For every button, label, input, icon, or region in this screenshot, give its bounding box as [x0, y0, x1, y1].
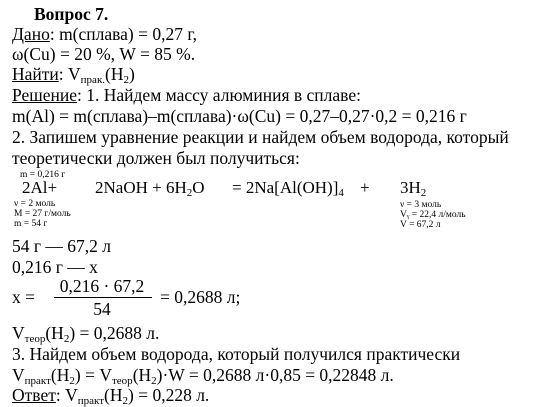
answer-label: Ответ	[12, 385, 56, 405]
pract-v: V	[12, 365, 25, 385]
x-result: = 0,2688 л;	[160, 287, 241, 307]
reaction-plus: +	[360, 178, 370, 197]
answer-sub-2: 2	[122, 395, 128, 407]
theor-rest: (H	[45, 323, 64, 343]
answer-tail: ) = 0,228 л.	[128, 385, 210, 405]
find-close: )	[129, 64, 135, 84]
step2-line-2: теоретически должен был получиться:	[12, 148, 300, 168]
find-text-2: (H	[105, 64, 124, 84]
reaction-bracket: ]	[332, 178, 339, 197]
given-label: Дано	[12, 24, 50, 44]
reaction-product	[232, 178, 344, 198]
solution-label: Решение	[12, 85, 78, 105]
find-text: : V	[58, 64, 81, 84]
theoretical-volume	[12, 323, 159, 343]
theor-val: ) = 0,2688 л.	[69, 323, 160, 343]
pract-mid2: ) = V	[74, 365, 112, 385]
reaction-o: O	[192, 178, 205, 197]
h2-volume: V = 67,2 л	[400, 220, 441, 230]
h2-molar-volume: Vᵧ = 22,4 л/моль	[400, 210, 466, 220]
h2-moles: ν = 3 моль	[400, 200, 442, 210]
theor-sub-2: 2	[63, 333, 70, 345]
al-molar-mass: M = 27 г/моль	[14, 209, 71, 219]
reaction-h2o-sub: 2	[186, 187, 193, 199]
al-mass: m = 54 г	[14, 219, 48, 229]
x-equals: x =	[12, 287, 35, 307]
reaction-four: 4	[338, 187, 344, 199]
answer-v: : V	[55, 385, 78, 405]
reaction-al: 2Al+	[22, 178, 58, 197]
given-line-2: ω(Cu) = 20 %, W = 85 %.	[12, 44, 196, 64]
given-line-1	[12, 24, 197, 44]
answer-mid: (H	[104, 385, 123, 405]
theor-sub: теор	[24, 333, 46, 345]
solution-step1: : 1. Найдем массу алюминия в сплаве:	[77, 85, 361, 105]
pract-sub-3: теор	[111, 375, 133, 387]
practical-volume	[12, 365, 394, 385]
pract-sub: практ	[24, 375, 51, 387]
pract-sub-4: 2	[151, 375, 157, 387]
find-sub-2: 2	[123, 74, 130, 86]
reaction-h2-sub: 2	[420, 187, 427, 199]
theor-v: V	[12, 323, 25, 343]
reaction-naoh-text: 2NaOH + 6H	[95, 178, 187, 197]
proportion-line-2: 0,216 г — х	[12, 257, 98, 277]
answer-line	[12, 385, 209, 405]
reaction-h2-text: 3H	[400, 178, 421, 197]
pract-tail: )·W = 0,2688 л·0,85 = 0,22848 л.	[156, 365, 394, 385]
find-line	[12, 64, 135, 84]
al-moles: ν = 2 моль	[14, 199, 56, 209]
pract-mid1: (H	[50, 365, 70, 385]
fraction-denominator: 54	[93, 299, 111, 319]
question-title: Вопрос 7.	[34, 4, 109, 24]
proportion-line-1: 54 г — 67,2 л	[12, 236, 112, 256]
reaction-h2	[400, 178, 426, 198]
al-mass-above: m = 0,216 г	[20, 170, 66, 180]
reaction-naoh	[95, 178, 205, 198]
answer-sub: практ	[77, 395, 105, 407]
step3-line: 3. Найдем объем водорода, который получился практически	[12, 344, 461, 364]
calc-line-1: m(Al) = m(сплава)–m(сплава)·ω(Cu) = 0,27–0,27·0,2 = 0,216 г	[12, 106, 467, 126]
pract-mid3: (H	[132, 365, 152, 385]
find-label: Найти	[12, 64, 59, 84]
solution-line	[12, 85, 361, 105]
step2-line-1: 2. Запишем уравнение реакции и найдем объем водорода, который	[12, 127, 509, 147]
reaction-eq: = 2Na[Al(OH)	[232, 178, 333, 197]
pract-sub-2: 2	[69, 375, 75, 387]
given-text-1: : m(сплава) = 0,27 г,	[49, 24, 197, 44]
fraction-bar	[54, 297, 152, 298]
find-sub: прак.	[80, 74, 106, 86]
fraction-numerator: 0,216 · 67,2	[59, 276, 145, 296]
